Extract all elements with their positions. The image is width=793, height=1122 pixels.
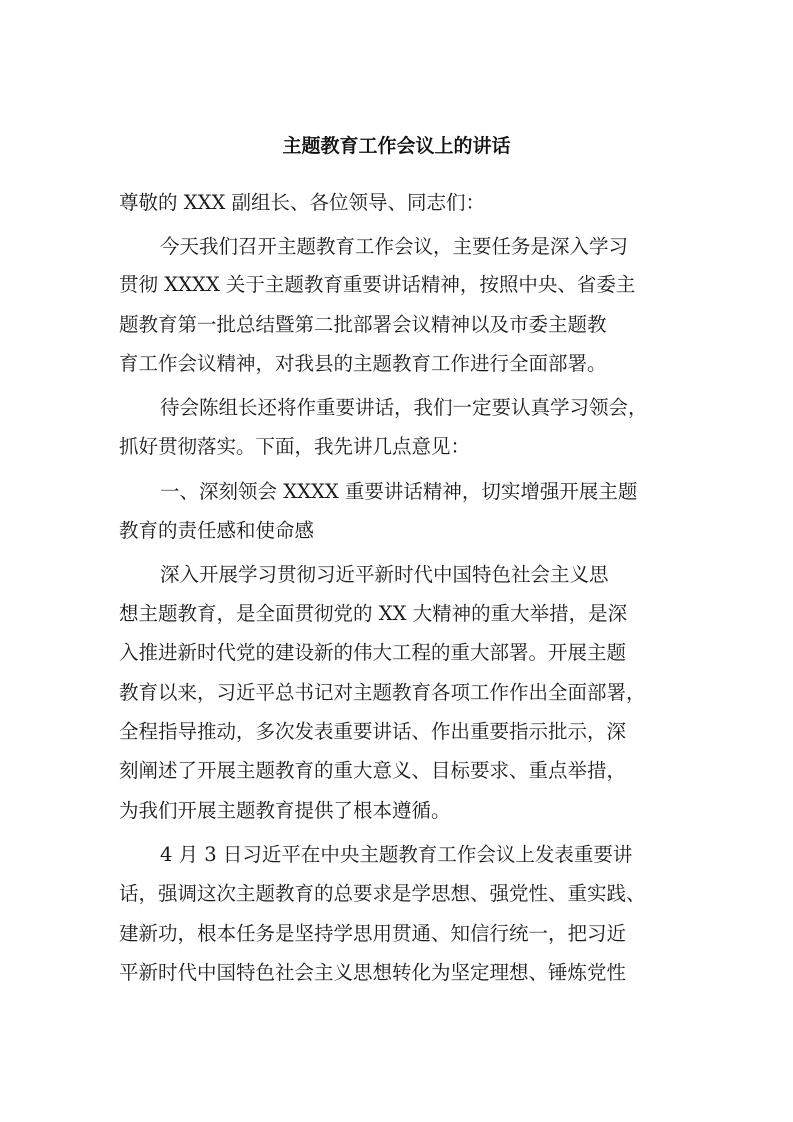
document-title: 主题教育工作会议上的讲话 xyxy=(282,135,511,157)
paragraph-line: 教育以来，习近平总书记对主题教育各项工作作出全面部署， xyxy=(119,681,646,704)
paragraph-line: 平新时代中国特色社会主义思想转化为坚定理想、锤炼党性 xyxy=(119,961,627,984)
paragraph-line: 待会陈组长还将作重要讲话，我们一定要认真学习领会， xyxy=(160,396,648,419)
paragraph-line: 育工作会议精神，对我县的主题教育工作进行全面部署。 xyxy=(119,352,607,375)
paragraph-line: 抓好贯彻落实。下面，我先讲几点意见： xyxy=(119,435,471,458)
paragraph-line: 题教育第一批总结暨第二批部署会议精神以及市委主题教 xyxy=(119,313,607,336)
paragraph-line: 今天我们召开主题教育工作会议，主要任务是深入学习 xyxy=(160,235,629,258)
section-heading-line: 教育的责任感和使命感 xyxy=(119,519,315,542)
paragraph-line: 全程指导推动，多次发表重要讲话、作出重要指示批示，深 xyxy=(119,720,627,743)
paragraph-line: 建新功，根本任务是坚持学思用贯通、知信行统一，把习近 xyxy=(119,922,627,945)
paragraph-line: 入推进新时代党的建设新的伟大工程的重大部署。开展主题 xyxy=(119,641,627,664)
paragraph-line: 深入开展学习贯彻习近平新时代中国特色社会主义思 xyxy=(160,563,609,586)
salutation-line: 尊敬的 XXX 副组长、各位领导、同志们： xyxy=(119,191,486,214)
paragraph-line: 为我们开展主题教育提供了根本遵循。 xyxy=(119,799,451,822)
paragraph-line: 话，强调这次主题教育的总要求是学思想、强党性、重实践、 xyxy=(119,882,646,905)
section-heading-line: 一、深刻领会 XXXX 重要讲话精神，切实增强开展主题 xyxy=(160,480,638,503)
paragraph-line: 刻阐述了开展主题教育的重大意义、目标要求、重点举措， xyxy=(119,759,627,782)
paragraph-line: 4 月 3 日习近平在中央主题教育工作会议上发表重要讲 xyxy=(160,843,633,866)
paragraph-line: 贯彻 XXXX 关于主题教育重要讲话精神，按照中央、省委主 xyxy=(119,273,636,296)
paragraph-line: 想主题教育，是全面贯彻党的 XX 大精神的重大举措，是深 xyxy=(119,602,628,625)
